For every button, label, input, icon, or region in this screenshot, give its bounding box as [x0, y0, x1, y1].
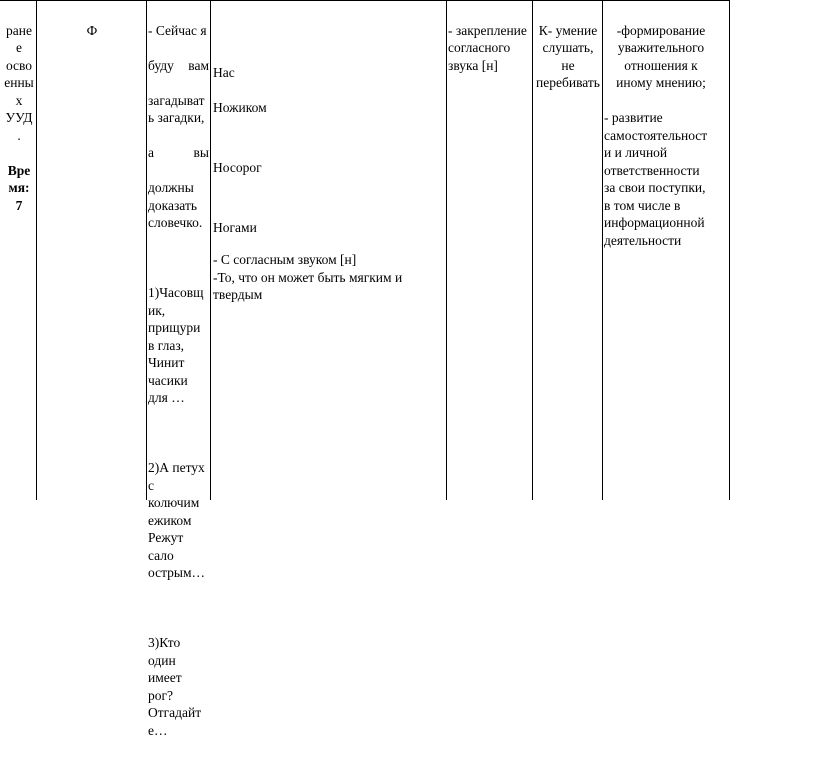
answer-5: - С согласным звуком [н] -То, что он может быть мягким и твердым [213, 252, 403, 302]
personal-text-2: - развитие самостоятельност и и личной ответственности за свои поступки, в том числе в информационной деятельности [604, 110, 708, 248]
riddle-2: 2)А петух с колючим ежиком Режут сало острым… [148, 460, 206, 580]
form-text: Ф [86, 22, 98, 38]
teacher-intro-line: а вы [148, 145, 209, 160]
column-divider [532, 0, 533, 500]
personal-cell [604, 4, 718, 267]
answer-3: Носорог [213, 160, 262, 175]
answer-4: Ногами [213, 220, 257, 235]
stage-text: ране е осво енны х УУД . [4, 22, 34, 143]
goal-text: - закрепление согласного звука [н] [448, 22, 527, 73]
column-divider [210, 0, 211, 500]
teacher-activity-cell [148, 4, 209, 757]
teacher-intro-line: буду вам [148, 57, 209, 73]
column-divider [446, 0, 447, 500]
answer-2: Ножиком [213, 100, 267, 115]
communicative-cell [534, 4, 602, 109]
teacher-intro-line: загадыват ь загадки, [148, 92, 205, 125]
table-top-border [0, 0, 730, 1]
communicative-text: К- умение слушать, не перебивать [536, 22, 600, 90]
column-divider [36, 0, 37, 500]
form-cell [38, 4, 146, 57]
personal-text-1: -формирование уважительного отношения к иному мнению; [616, 22, 706, 90]
column-divider [146, 0, 147, 500]
teacher-intro-line: - Сейчас я [148, 22, 207, 38]
student-activity-cell [213, 4, 443, 302]
column-divider [602, 0, 603, 500]
teacher-intro-line: должны доказать словечко. [148, 180, 203, 230]
goal-cell [448, 4, 532, 92]
answer-1: Нас [213, 65, 235, 80]
riddle-1: 1)Часовщ ик, прищури в глаз, Чинит часики для … [148, 285, 204, 405]
riddle-3: 3)Кто один имеет рог? Отгадайт е… [148, 635, 202, 738]
column-divider [729, 0, 730, 500]
stage-cell [2, 4, 36, 232]
time-label: Вре мя: 7 [7, 162, 31, 213]
